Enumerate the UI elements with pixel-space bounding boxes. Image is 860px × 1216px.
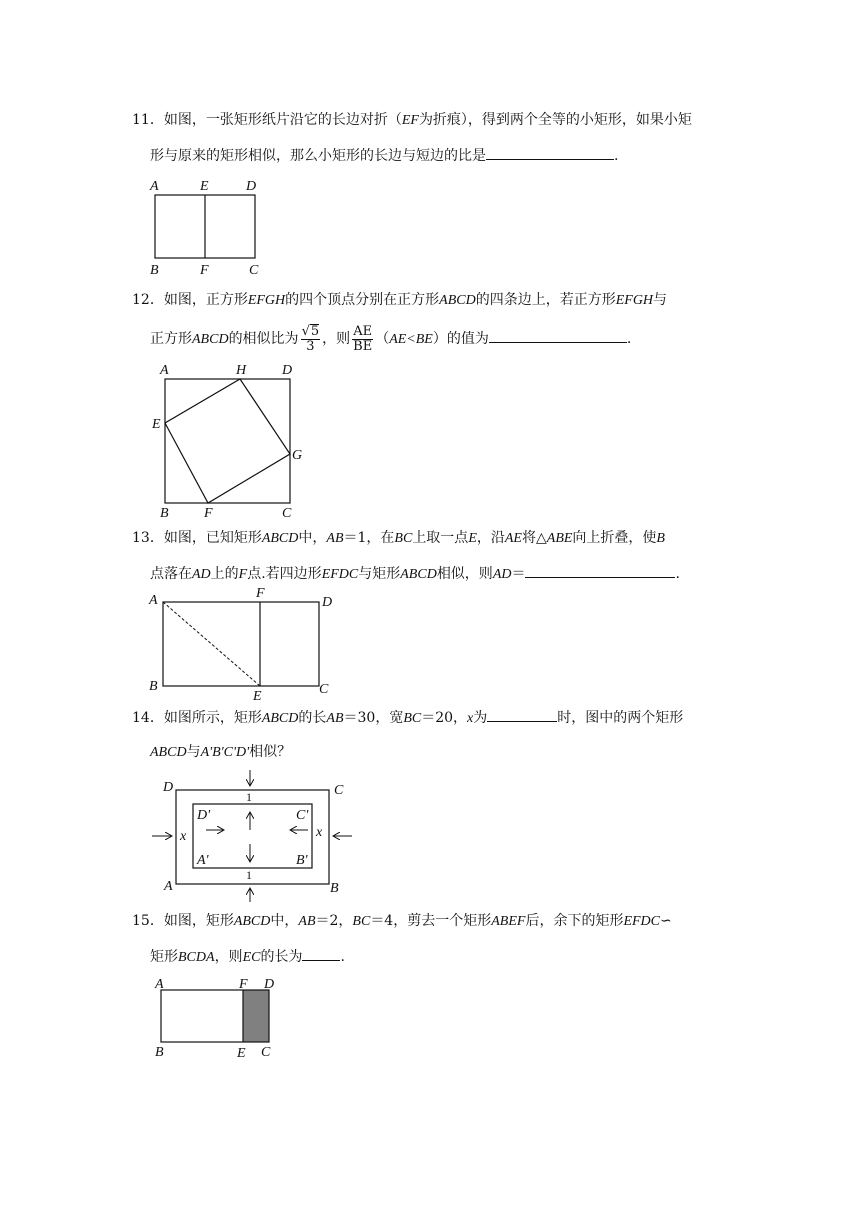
q15-text-2b: ，则 bbox=[214, 949, 243, 965]
q13-text-2e: 相似，则 bbox=[436, 566, 493, 582]
q11-end: . bbox=[614, 148, 619, 164]
q12-efgh-2: EFGH bbox=[615, 293, 654, 308]
q13-e: E bbox=[468, 531, 477, 546]
q14-abcd-2: ABCD bbox=[150, 745, 187, 760]
q12-text-1b: 的四个顶点分别在正方形 bbox=[285, 292, 440, 308]
q15-text-1d: ＝4，剪去一个矩形 bbox=[370, 913, 492, 929]
q14-line1 bbox=[132, 707, 683, 729]
q12-text-2b: 的相似比为 bbox=[228, 331, 299, 347]
q12-frac-numerator: AE bbox=[353, 323, 373, 339]
q13-label-e: E bbox=[253, 689, 262, 702]
q13-answer-blank[interactable] bbox=[525, 563, 675, 578]
q14-label-d-prime: D' bbox=[197, 808, 211, 823]
q12-cond-open: （ bbox=[375, 331, 390, 347]
q15-shaded-rect-efdc bbox=[243, 990, 269, 1042]
q13-text-1e: ，沿 bbox=[476, 530, 505, 546]
q13-text-2f: ＝ bbox=[511, 566, 526, 582]
q15-text-1b: 中， bbox=[270, 913, 299, 929]
q13-rect-abcd bbox=[163, 602, 319, 686]
q15-abcd: ABCD bbox=[233, 914, 271, 929]
q12-figure bbox=[148, 360, 318, 520]
q13-abcd-2: ABCD bbox=[400, 567, 437, 582]
q14-line2 bbox=[150, 742, 291, 763]
q15-label-d: D bbox=[264, 977, 275, 992]
q12-answer-blank[interactable] bbox=[489, 328, 627, 343]
q14-answer-blank[interactable] bbox=[487, 707, 557, 722]
q14-bc: BC bbox=[403, 711, 422, 726]
q14-label-x-right: x bbox=[316, 825, 323, 840]
q11-label-a: A bbox=[150, 179, 159, 194]
q13-text-1c: ＝1，在 bbox=[343, 530, 395, 546]
q13-figure bbox=[144, 584, 344, 702]
q14-label-d: D bbox=[163, 780, 174, 795]
q13-ad-2: AD bbox=[492, 567, 512, 582]
q12-ratio-denominator: 3 bbox=[306, 339, 315, 354]
q13-abe: ABE bbox=[546, 531, 573, 546]
q15-text-2c: 的长为 bbox=[260, 949, 303, 965]
q11-label-e: E bbox=[200, 179, 209, 194]
q15-figure bbox=[148, 972, 288, 1064]
q14-ab: AB bbox=[326, 711, 344, 726]
q13-line2 bbox=[150, 563, 680, 585]
q15-ec: EC bbox=[242, 950, 261, 965]
q11-answer-blank[interactable] bbox=[486, 145, 614, 160]
q13-b: B bbox=[656, 531, 665, 546]
q14-label-b-prime: B' bbox=[296, 853, 308, 868]
q14-label-a: A bbox=[164, 879, 173, 894]
q14-text-1a: 如图所示，矩形 bbox=[163, 710, 262, 726]
q14-text-1f: 时，图中的两个矩形 bbox=[557, 710, 684, 726]
q12-label-a: A bbox=[160, 363, 169, 378]
q13-text-2c: 点.若四边形 bbox=[247, 566, 322, 582]
q12-label-c: C bbox=[282, 506, 292, 520]
q15-label-b: B bbox=[155, 1045, 164, 1060]
q14-inner-rect bbox=[193, 804, 312, 868]
q14-x: x bbox=[467, 711, 474, 726]
q12-line1 bbox=[132, 290, 667, 311]
q12-abcd: ABCD bbox=[439, 293, 476, 308]
q12-text-2d: ）的值为 bbox=[432, 331, 489, 347]
q12-square-efgh bbox=[165, 379, 290, 503]
q14-abcd: ABCD bbox=[261, 711, 299, 726]
q14-text-1b: 的长 bbox=[298, 710, 327, 726]
q13-text-1a: 如图，已知矩形 bbox=[163, 530, 262, 546]
q15-efdc: EFDC bbox=[623, 914, 661, 929]
q12-label-h: H bbox=[236, 363, 247, 378]
q11-label-b: B bbox=[150, 263, 159, 278]
q11-text-2: 形与原来的矩形相似，那么小矩形的长边与短边的比是 bbox=[150, 148, 486, 164]
q11-ef: EF bbox=[401, 113, 419, 128]
q15-answer-blank[interactable] bbox=[302, 946, 340, 961]
q12-line2 bbox=[150, 322, 631, 357]
q12-ratio-fraction: $\frac{√5}{3}$ bbox=[301, 324, 320, 354]
q15-label-e: E bbox=[237, 1046, 246, 1061]
q14-label-1-top: 1 bbox=[246, 790, 252, 804]
q14-text-2b: 相似？ bbox=[249, 744, 292, 760]
q12-label-e: E bbox=[152, 417, 161, 432]
q14-label-x-left: x bbox=[180, 829, 187, 844]
q11-label-d: D bbox=[246, 179, 257, 194]
q15-text-1c: ＝2， bbox=[315, 913, 353, 929]
q12-label-d: D bbox=[282, 363, 293, 378]
q11-line2 bbox=[150, 145, 618, 166]
q13-efdc: EFDC bbox=[321, 567, 359, 582]
q13-fold-ae bbox=[163, 602, 260, 686]
q15-line2 bbox=[150, 946, 345, 968]
q15-text-1e: 后，余下的矩形 bbox=[525, 913, 624, 929]
q12-text-2c: ，则 bbox=[322, 331, 351, 347]
q12-label-f: F bbox=[204, 506, 213, 520]
q13-text-1f: 将△ bbox=[521, 530, 547, 546]
q12-end: . bbox=[626, 331, 632, 347]
q13-ae: AE bbox=[504, 531, 522, 546]
q11-label-f: F bbox=[200, 263, 209, 278]
q12-text-1c: 的四条边上，若正方形 bbox=[475, 292, 616, 308]
q12-abcd-2: ABCD bbox=[192, 332, 229, 347]
q12-number: 12． bbox=[132, 292, 164, 308]
q14-label-b: B bbox=[330, 881, 339, 896]
q13-ad: AD bbox=[192, 567, 211, 582]
q14-label-c-prime: C' bbox=[296, 808, 309, 823]
q13-abcd: ABCD bbox=[261, 531, 299, 546]
q12-text-1a: 如图，正方形 bbox=[163, 292, 248, 308]
q12-ratio-numerator: 5 bbox=[310, 324, 320, 339]
q13-end: . bbox=[675, 566, 680, 582]
q13-bc: BC bbox=[394, 531, 413, 546]
q14-label-1-bottom: 1 bbox=[246, 868, 252, 882]
q15-similar-symbol: ∽ bbox=[660, 913, 672, 929]
q15-line1 bbox=[132, 911, 672, 932]
q13-ab: AB bbox=[326, 531, 344, 546]
q13-text-1d: 上取一点 bbox=[412, 530, 469, 546]
q12-label-g: G bbox=[292, 448, 303, 463]
q15-ab: AB bbox=[298, 914, 316, 929]
q11-text-1a: 如图，一张矩形纸片沿它的长边对折（ bbox=[163, 112, 402, 128]
q13-label-c: C bbox=[319, 682, 329, 697]
q14-abcd-prime: A'B'C'D' bbox=[200, 745, 250, 760]
q13-label-f: F bbox=[256, 586, 265, 601]
q15-bcda: BCDA bbox=[178, 950, 215, 965]
q14-text-1e: 为 bbox=[473, 710, 488, 726]
q15-bc: BC bbox=[352, 914, 371, 929]
q15-label-f: F bbox=[239, 977, 248, 992]
q12-label-b: B bbox=[160, 506, 169, 520]
q13-label-a: A bbox=[149, 593, 158, 608]
q15-end: . bbox=[340, 949, 345, 965]
q11-label-c: C bbox=[249, 263, 259, 278]
q15-label-c: C bbox=[261, 1045, 271, 1060]
q12-text-1d: 与 bbox=[653, 292, 668, 308]
q15-number: 15． bbox=[132, 913, 164, 929]
q15-text-2a: 矩形 bbox=[150, 949, 178, 965]
q14-figure bbox=[146, 768, 366, 904]
q11-number: 11． bbox=[132, 112, 164, 128]
q14-number: 14． bbox=[132, 710, 164, 726]
q13-text-2a: 点落在 bbox=[150, 566, 192, 582]
q12-condition: AE<BE bbox=[389, 332, 433, 347]
q12-efgh: EFGH bbox=[247, 293, 286, 308]
q13-text-1b: 中， bbox=[298, 530, 327, 546]
q11-figure bbox=[140, 172, 280, 278]
q15-label-a: A bbox=[155, 977, 164, 992]
q14-text-2a: 与 bbox=[186, 744, 201, 760]
q14-text-1c: ＝30，宽 bbox=[343, 710, 404, 726]
q12-text-2a: 正方形 bbox=[150, 331, 192, 347]
q13-label-b: B bbox=[149, 679, 158, 694]
q11-line1 bbox=[132, 110, 692, 131]
q15-text-1a: 如图，矩形 bbox=[163, 913, 234, 929]
q14-label-c: C bbox=[334, 783, 344, 798]
q13-text-2b: 上的 bbox=[210, 566, 239, 582]
q15-abef: ABEF bbox=[491, 914, 526, 929]
q12-frac-denominator: BE bbox=[353, 338, 373, 354]
q13-label-d: D bbox=[322, 595, 333, 610]
q14-label-a-prime: A' bbox=[197, 853, 209, 868]
q13-line1 bbox=[132, 528, 665, 549]
q13-f: F bbox=[238, 567, 248, 582]
q13-text-1g: 向上折叠，使 bbox=[572, 530, 657, 546]
q14-text-1d: ＝20， bbox=[421, 710, 468, 726]
q12-square-abcd bbox=[165, 379, 290, 503]
q11-text-1b: 为折痕），得到两个全等的小矩形，如果小矩 bbox=[418, 112, 692, 128]
q13-number: 13． bbox=[132, 530, 164, 546]
q13-text-2d: 与矩形 bbox=[358, 566, 401, 582]
q12-ae-be-fraction bbox=[352, 325, 373, 354]
